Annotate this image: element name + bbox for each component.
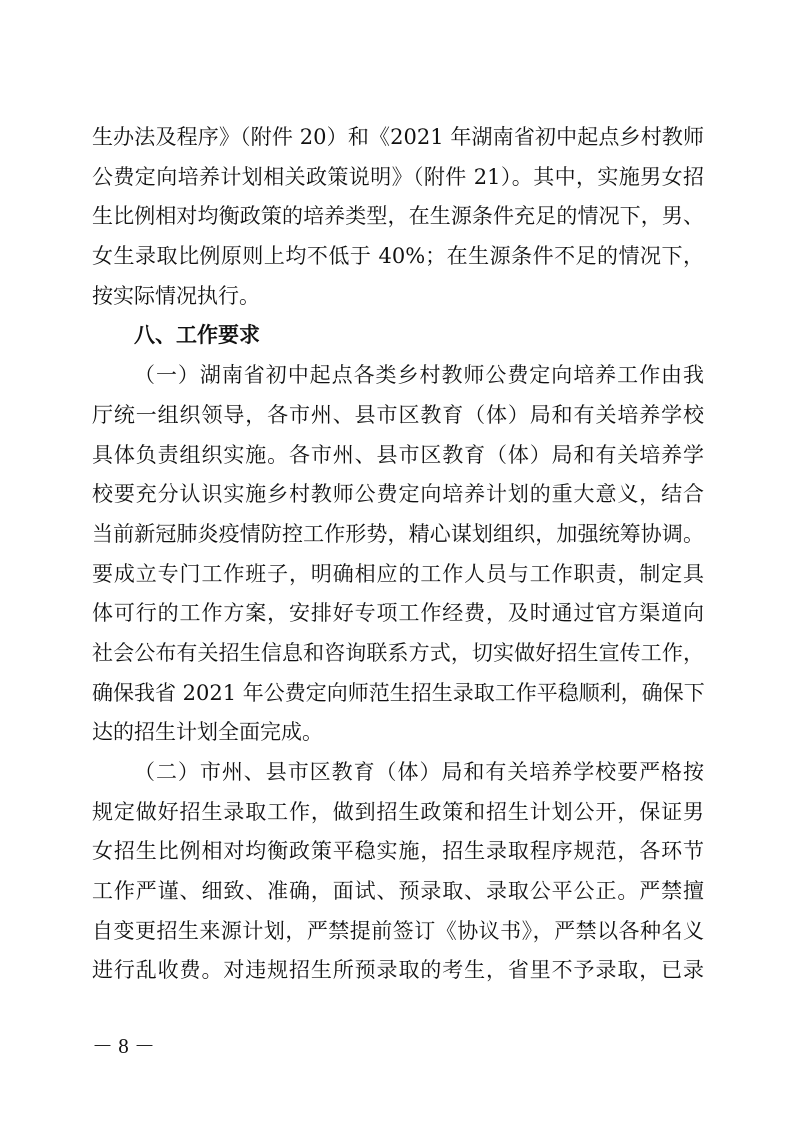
- text-line: 当前新冠肺炎疫情防控工作形势，精心谋划组织，加强统筹协调。: [92, 521, 704, 546]
- text-line: 厅统一组织领导，各市州、县市区教育（体）局和有关培养学校: [92, 402, 704, 427]
- text-line: 生办法及程序》（附件 20）和《2021 年湖南省初中起点乡村教师: [92, 125, 704, 149]
- text-line: 体可行的工作方案，安排好专项工作经费，及时通过官方渠道向: [92, 601, 704, 626]
- text-line: 达的招生计划全面完成。: [92, 720, 323, 745]
- text-line: 自变更招生来源计划，严禁提前签订《协议书》，严禁以各种名义: [92, 918, 704, 943]
- text-line: 工作严谨、细致、准确，面试、预录取、录取公平公正。严禁擅: [92, 879, 704, 904]
- text-line: 女生录取比例原则上均不低于 40%；在生源条件不足的情况下，: [92, 244, 704, 269]
- text-line: 规定做好招生录取工作，做到招生政策和招生计划公开，保证男: [92, 799, 704, 824]
- paragraph-start: （一）湖南省初中起点各类乡村教师公费定向培养工作由我: [134, 363, 704, 388]
- paragraph-start: （二）市州、县市区教育（体）局和有关培养学校要严格按: [134, 760, 704, 784]
- text-line: 校要充分认识实施乡村教师公费定向培养计划的重大意义，结合: [92, 482, 704, 507]
- text-line: 具体负责组织实施。各市州、县市区教育（体）局和有关培养学: [92, 442, 704, 467]
- document-body: [92, 118, 704, 991]
- text-line: 要成立专门工作班子，明确相应的工作人员与工作职责，制定具: [92, 561, 704, 586]
- text-line: 确保我省 2021 年公费定向师范生招生录取工作平稳顺利，确保下: [92, 680, 705, 705]
- text-line: 公费定向培养计划相关政策说明》（附件 21）。其中，实施男女招: [92, 164, 704, 189]
- section-heading: 八、工作要求: [134, 323, 260, 348]
- text-line: 生比例相对均衡政策的培养类型，在生源条件充足的情况下，男、: [92, 204, 704, 229]
- text-line: 社会公布有关招生信息和咨询联系方式，切实做好招生宣传工作，: [92, 640, 704, 665]
- text-line: 按实际情况执行。: [92, 283, 260, 308]
- page-number: － 8 －: [92, 1034, 155, 1058]
- text-line: 进行乱收费。对违规招生所预录取的考生，省里不予录取，已录: [92, 958, 704, 983]
- text-line: 女招生比例相对均衡政策平稳实施，招生录取程序规范，各环节: [92, 839, 704, 864]
